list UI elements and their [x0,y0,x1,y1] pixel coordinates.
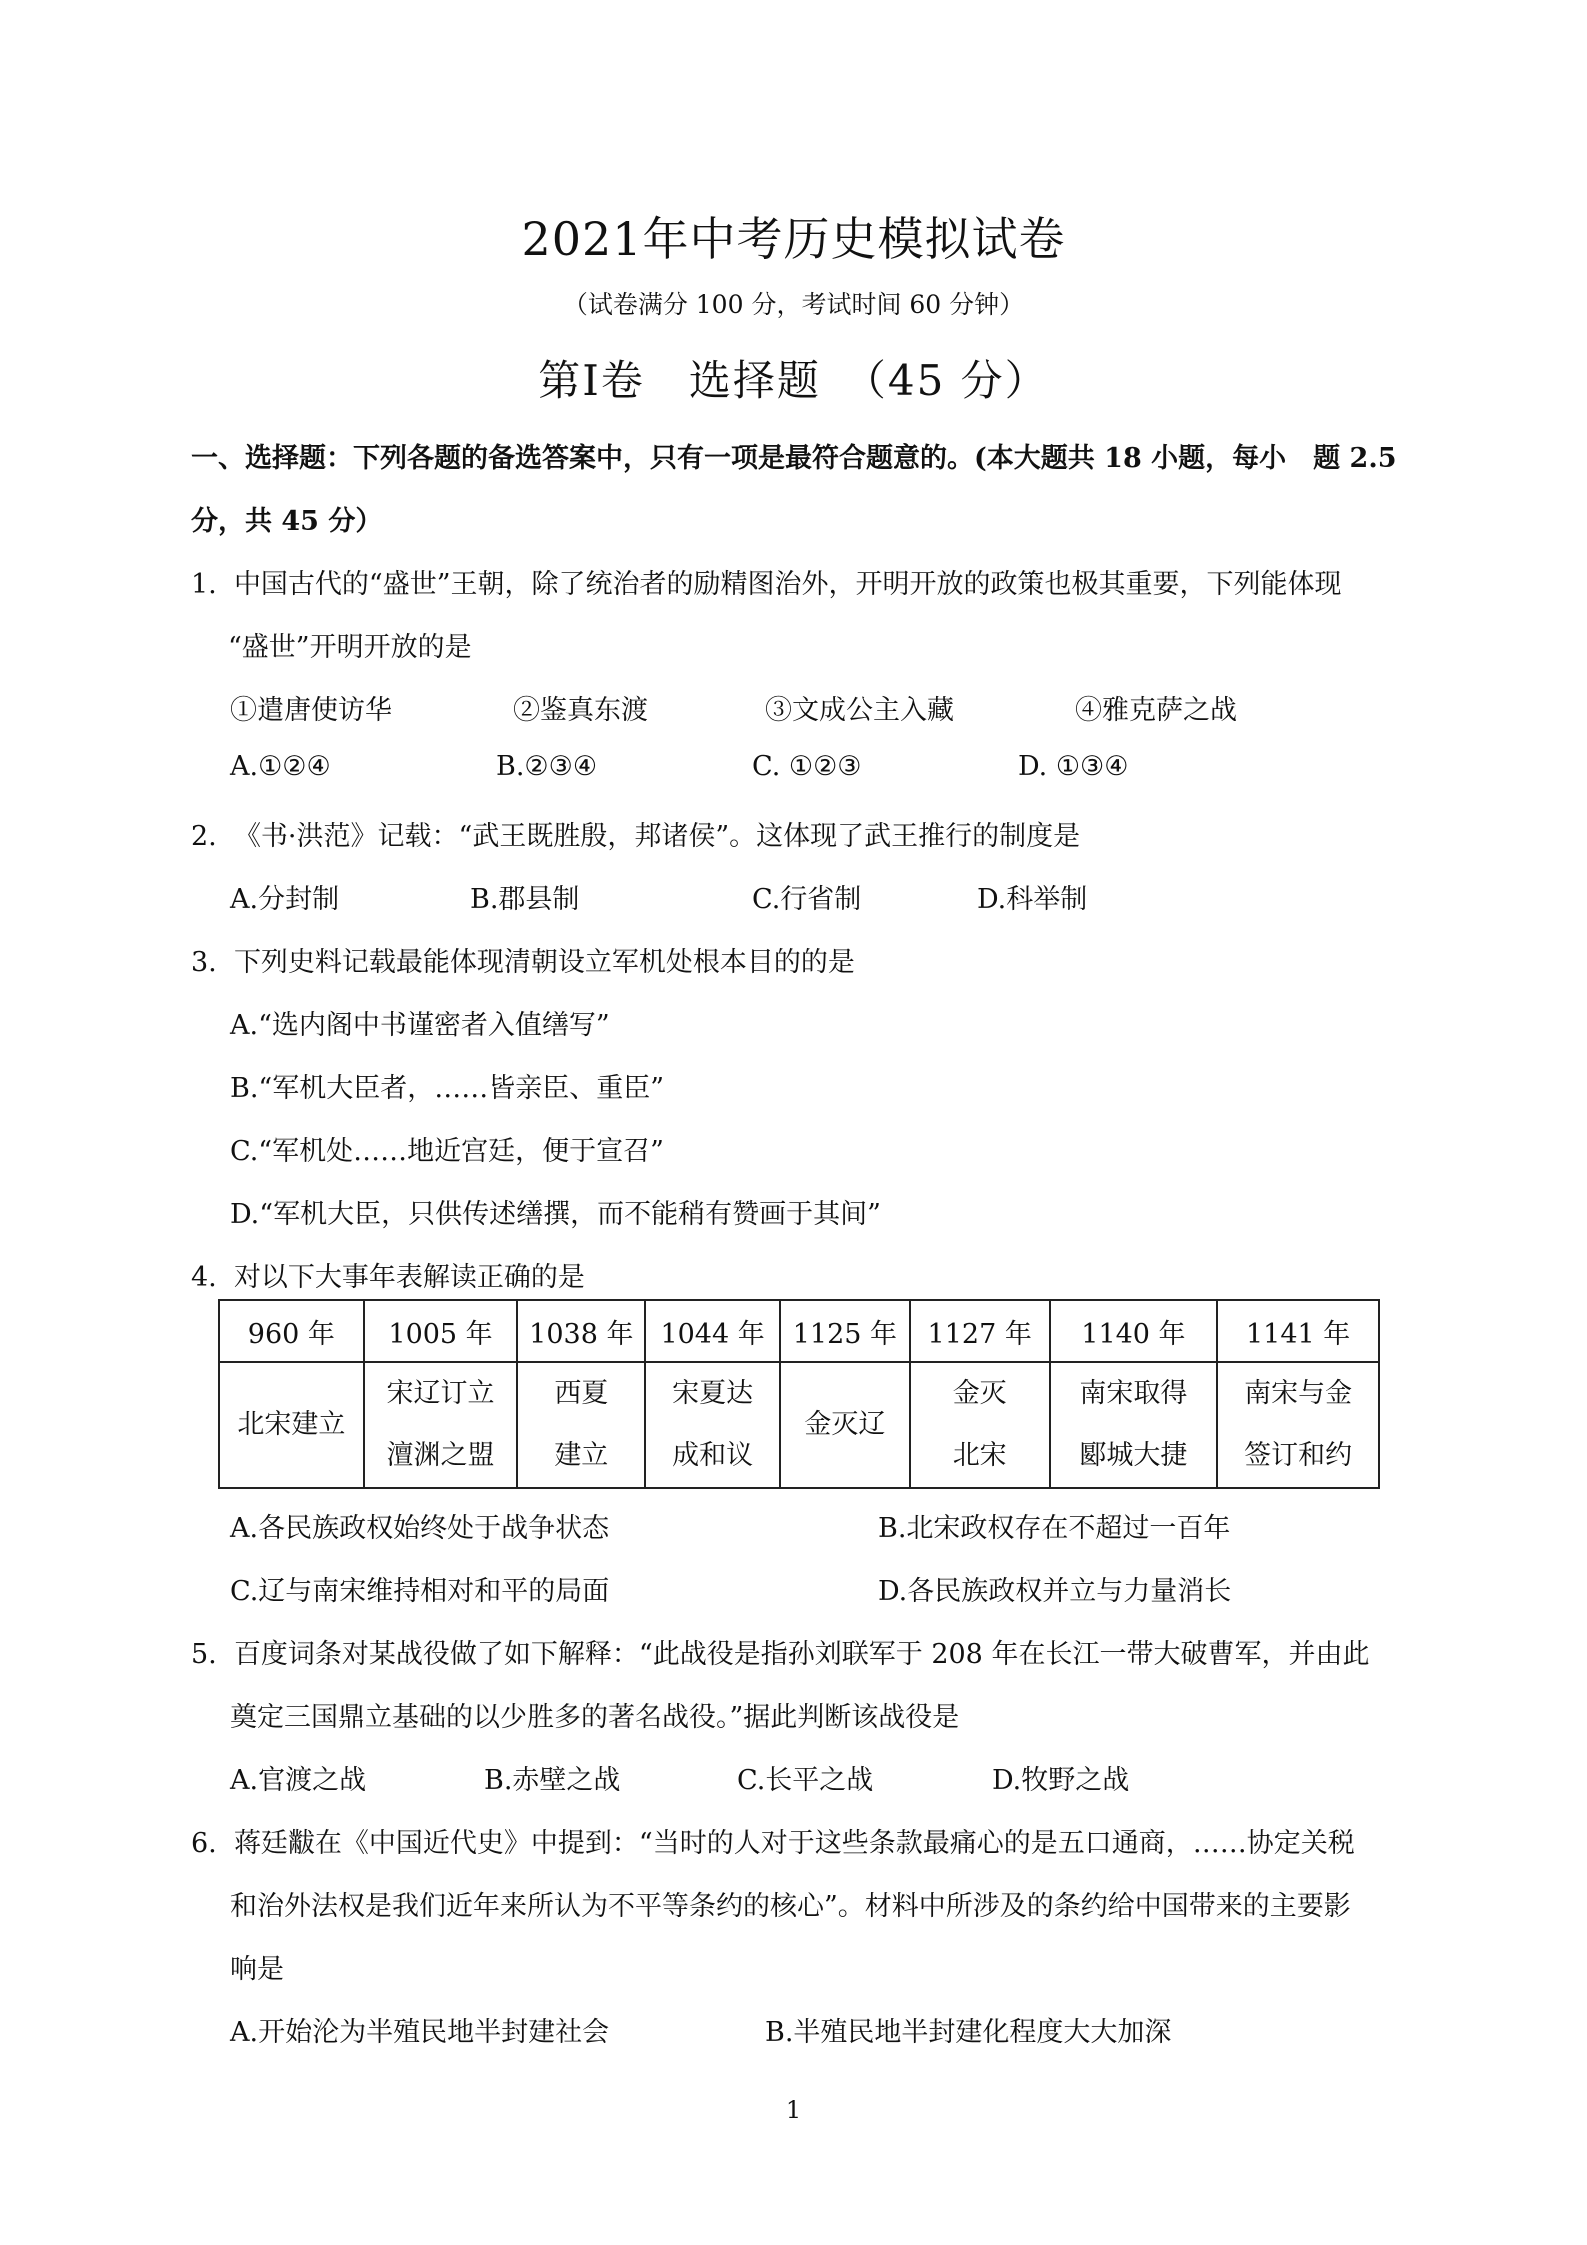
question-3-stem [191,940,855,979]
question-6-option-a[interactable]: A.开始沦为半殖民地半封建社会 [230,2017,610,2048]
question-text: 中国古代的“盛世”王朝，除了统治者的励精图治外，开明开放的政策也极其重要，下列能体现 [233,569,1342,600]
event-cell [219,1362,364,1488]
event-text: 郾城大捷 [1079,1440,1188,1471]
event-cell [1217,1362,1379,1488]
question-text: 百度词条对某战役做了如下解释：“此战役是指孙刘联军于 208 年在长江一带大破曹军，并由此 [233,1639,1370,1670]
question-2-option-a[interactable]: A.分封制 [230,884,340,915]
question-3-option-c[interactable]: C.“军机处……地近宫廷，便于宣召” [230,1136,664,1167]
page-title: 2021年中考历史模拟试卷 [521,212,1066,266]
question-text: 《书·洪范》记载：“武王既胜殷，邦诸侯”。这体现了武王推行的制度是 [233,821,1081,852]
question-1-option-a[interactable]: A.①②④ [230,751,331,782]
question-4-option-c[interactable]: C.辽与南宋维持相对和平的局面 [230,1576,610,1607]
instructions-line-1: 一、选择题：下列各题的备选答案中，只有一项是最符合题意的。(本大题共 18 小题，每小 题 2.5 [191,443,1397,474]
question-1-item-2: ②鉴真东渡 [513,695,648,726]
event-text: 澶渊之盟 [386,1440,495,1471]
question-1-option-c[interactable]: C. ①②③ [752,751,862,782]
question-2-stem [191,814,1080,853]
question-6-stem-line-3: 响是 [230,1954,284,1985]
question-4-option-b[interactable]: B.北宋政权存在不超过一百年 [878,1513,1231,1544]
chronology-table [218,1299,1380,1489]
question-3-option-b[interactable]: B.“军机大臣者，……皆亲臣、重臣” [230,1073,665,1104]
question-number: 2. [191,821,217,852]
year-cell: 960 年 [219,1300,364,1362]
year-cell: 1044 年 [645,1300,780,1362]
instructions-line-2: 分，共 45 分） [191,506,383,537]
event-cell [517,1362,645,1488]
page-number: 1 [785,2096,802,2124]
event-text: 宋夏达 [672,1378,754,1409]
question-5-option-a[interactable]: A.官渡之战 [230,1765,367,1796]
question-number: 6. [191,1828,217,1859]
table-year-row [219,1300,1379,1362]
question-4-stem [191,1255,585,1294]
question-2-option-b[interactable]: B.郡县制 [470,884,580,915]
question-3-option-d[interactable]: D.“军机大臣，只供传述缮撰，而不能稍有赞画于其间” [230,1199,881,1230]
question-4-option-d[interactable]: D.各民族政权并立与力量消长 [878,1576,1232,1607]
question-1-stem-line-2: “盛世”开明开放的是 [228,632,472,663]
question-text: 对以下大事年表解读正确的是 [233,1262,585,1293]
question-number: 5. [191,1639,217,1670]
event-text: 建立 [554,1440,609,1471]
exam-subtitle: （试卷满分 100 分，考试时间 60 分钟） [562,290,1025,319]
question-1-item-1: ①遣唐使访华 [230,695,392,726]
question-5-option-c[interactable]: C.长平之战 [737,1765,874,1796]
year-cell: 1005 年 [364,1300,518,1362]
event-text: 南宋与金 [1244,1378,1353,1409]
question-1-item-4: ④雅克萨之战 [1075,695,1237,726]
question-text: 蒋廷黻在《中国近代史》中提到：“当时的人对于这些条款最痛心的是五口通商，……协定关税 [233,1828,1355,1859]
event-text: 北宋建立 [237,1409,346,1440]
event-text: 南宋取得 [1079,1378,1188,1409]
question-5-option-d[interactable]: D.牧野之战 [992,1765,1130,1796]
question-5-stem-line-1 [191,1632,1369,1671]
question-number: 4. [191,1262,217,1293]
event-cell [364,1362,518,1488]
event-text: 金灭 [952,1378,1007,1409]
table-event-row [219,1362,1379,1488]
event-text: 成和议 [672,1440,754,1471]
question-4-option-a[interactable]: A.各民族政权始终处于战争状态 [230,1513,610,1544]
event-cell [910,1362,1050,1488]
event-text: 北宋 [952,1440,1007,1471]
event-cell [780,1362,910,1488]
year-cell: 1127 年 [910,1300,1050,1362]
question-3-option-a[interactable]: A.“选内阁中书谨密者入值缮写” [230,1010,610,1041]
event-text: 签订和约 [1244,1440,1353,1471]
question-5-option-b[interactable]: B.赤壁之战 [484,1765,621,1796]
question-1-item-3: ③文成公主入藏 [765,695,954,726]
question-1-stem-line-1 [191,562,1342,601]
event-cell [1050,1362,1218,1488]
question-number: 3. [191,947,217,978]
question-1-option-b[interactable]: B.②③④ [496,751,598,782]
question-2-option-d[interactable]: D.科举制 [977,884,1088,915]
question-2-option-c[interactable]: C.行省制 [752,884,862,915]
section-heading: 第Ⅰ卷 选择题 （45 分） [538,356,1049,405]
event-cell [645,1362,780,1488]
question-5-stem-line-2: 奠定三国鼎立基础的以少胜多的著名战役。”据此判断该战役是 [230,1702,960,1733]
year-cell: 1140 年 [1050,1300,1218,1362]
event-text: 宋辽订立 [386,1378,495,1409]
question-text: 下列史料记载最能体现清朝设立军机处根本目的的是 [233,947,855,978]
year-cell: 1141 年 [1217,1300,1379,1362]
year-cell: 1125 年 [780,1300,910,1362]
event-text: 金灭辽 [804,1409,886,1440]
question-6-stem-line-2: 和治外法权是我们近年来所认为不平等条约的核心”。材料中所涉及的条约给中国带来的主要影 [230,1891,1351,1922]
year-cell: 1038 年 [517,1300,645,1362]
question-6-option-b[interactable]: B.半殖民地半封建化程度大大加深 [765,2017,1172,2048]
question-1-option-d[interactable]: D. ①③④ [1018,751,1129,782]
question-6-stem-line-1 [191,1821,1355,1860]
question-number: 1. [191,569,217,600]
event-text: 西夏 [554,1378,609,1409]
